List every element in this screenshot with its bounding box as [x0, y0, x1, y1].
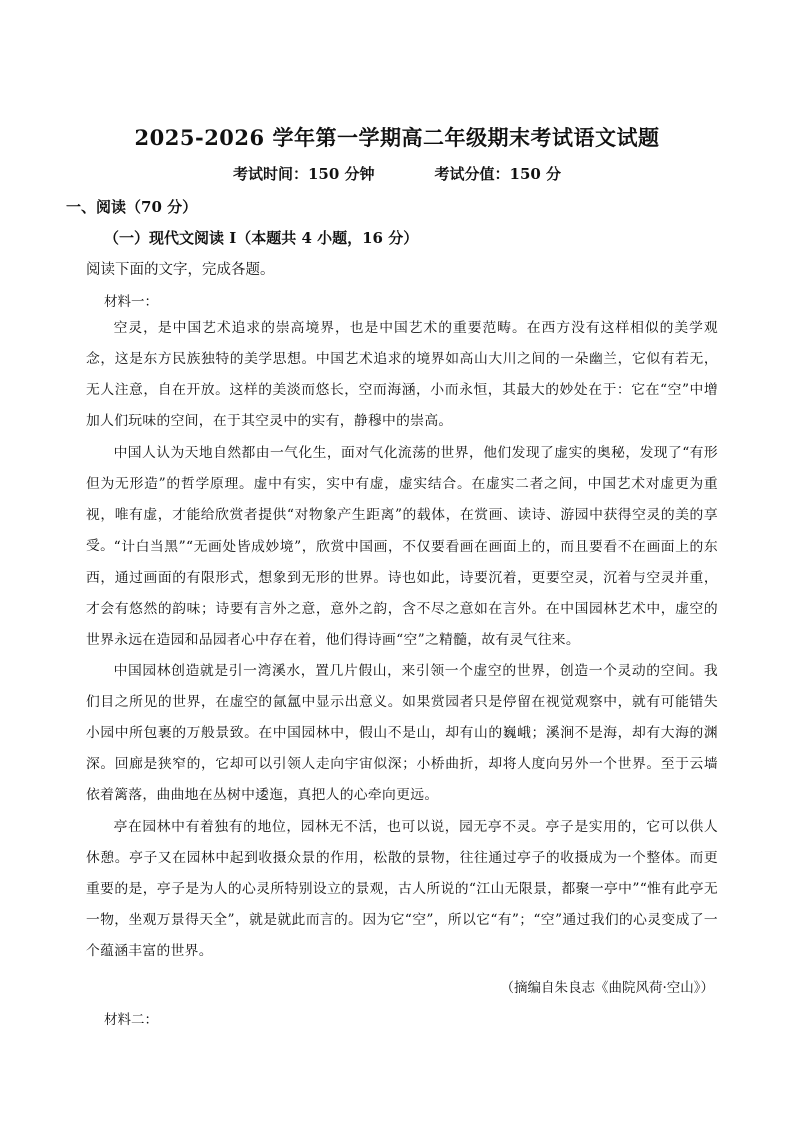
paragraph-1: 空灵，是中国艺术追求的崇高境界，也是中国艺术的重要范畴。在西方没有这样相似的美学观念，这是东方民族独特的美学思想。中国艺术追求的境界如高山大川之间的一朵幽兰，它似有若无，无人注意，自在开放。这样的美淡而悠长，空而海涵，小而永恒，其最大的妙处在于：它在“空”中增加人们玩味的空间，在于其空灵中的实有，静穆中的崇高。 [86, 320, 718, 429]
material-two-label: 材料二： [104, 1012, 158, 1028]
paragraph-5: 亭在园林中有着独有的地位，园林无不活，也可以说，园无亭不灵。亭子是实用的，它可以供人休憩。亭子又在园林中起到收摄众景的作用，松散的景物，往往通过亭子的收摄成为一个整体。而更重要的是，亭子是为人的心灵所特别设立的景观，古人所说的“江山无限景，都聚一亭中”“惟有此亭无一物，坐观万景得天全”，就是就此而言的。因为它“空”，所以它“有”；“空”通过我们的心灵变成了一个蕴涵丰富的世界。 [86, 819, 718, 959]
exam-meta [0, 163, 794, 184]
section-heading: 一、阅读（70 分） [66, 198, 198, 216]
material-one-label: 材料一： [104, 294, 158, 310]
paragraph-3: “计白当黑”“无画处皆成妙境”，欣赏中国画，不仅要看画在画面上的，而且要看不在画面上的东西，通过画面的有限形式，想象到无形的世界。诗也如此，诗要沉着，更要空灵，沉着与空灵并重，才会有悠然的韵味；诗要有言外之意，意外之韵，含不尽之意如在言外。在中国园林艺术中，虚空的世界永远在造园和品园者心中存在着，他们得诗画“空”之精髓，故有灵气往来。 [86, 539, 718, 648]
exam-time: 考试时间：150 分钟 [232, 165, 375, 183]
paragraph-4: 中国园林创造就是引一湾溪水，置几片假山，来引领一个虚空的世界，创造一个灵动的空间。我们目之所见的世界，在虚空的氤氲中显示出意义。如果赏园者只是停留在视觉观察中，就有可能错失小园中所包裹的万般景致。在中国园林中，假山不是山，却有山的巍峨；溪涧不是海，却有大海的渊深。回廊是狭窄的，它却可以引领人走向宇宙似深；小桥曲折，却将人度向另外一个世界。至于云墙依着篱落，曲曲地在丛树中逶迤，真把人的心牵向更远。 [86, 663, 718, 803]
source-citation: （摘编自朱良志《曲院风荷·空山》） [500, 980, 714, 996]
exam-title: 2025-2026 学年第一学期高二年级期末考试语文试题 [134, 125, 660, 150]
subsection-heading: （一）现代文阅读 I（本题共 4 小题，16 分） [104, 229, 419, 247]
paragraph-2: 中国人认为天地自然都由一气化生，面对气化流荡的世界，他们发现了虚实的奥秘，发现了“有形但为无形造”的哲学原理。虚中有实，实中有虚，虚实结合。在虚实二者之间，中国艺术对虚更为重视，唯有虚，才能给欣赏者提供“对物象产生距离”的载体，在赏画、读诗、游园中获得空灵的美的享受。 [86, 445, 718, 554]
instruction-text: 阅读下面的文字，完成各题。 [86, 262, 275, 278]
exam-score: 考试分值：150 分 [434, 165, 562, 183]
